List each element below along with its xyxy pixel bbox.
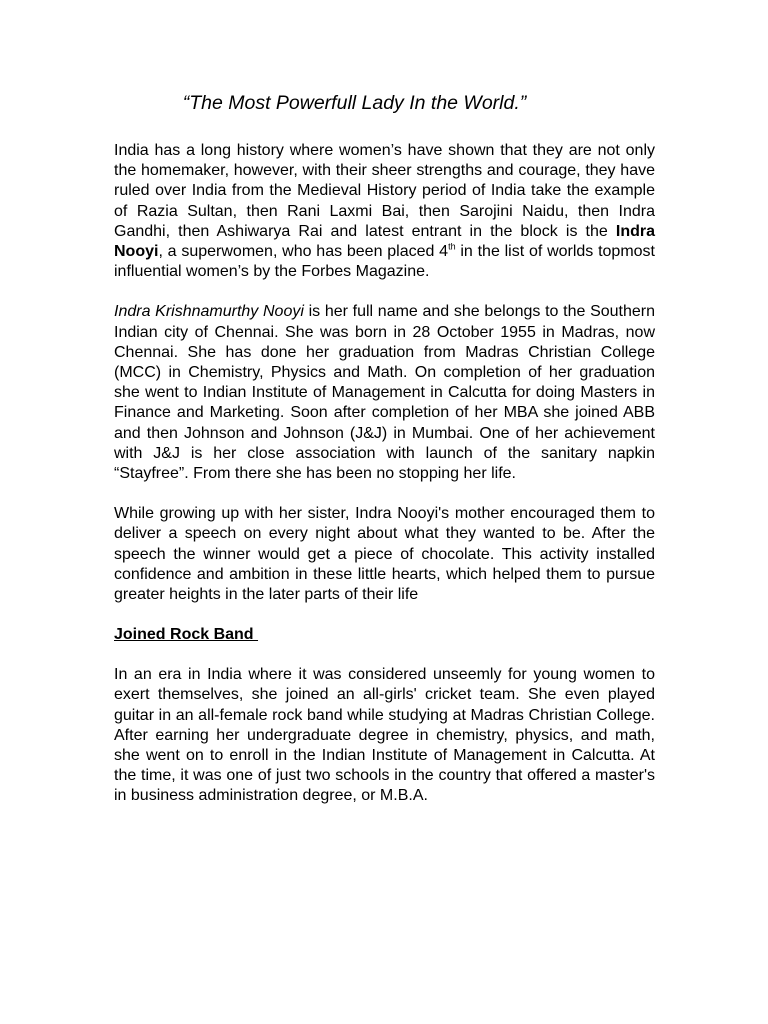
italic-full-name: Indra Krishnamurthy Nooyi xyxy=(114,303,304,321)
ordinal-superscript: th xyxy=(448,241,456,252)
paragraph-biography-text: is her full name and she belongs to the Southern Indian city of Chennai. She was born in 28 October 1955 in Madras, now Chennai. She has done her graduation from Madras Christian College (MCC) in Chemistry, Physics and Math. On completion of her graduation she went to Indian Institute of Management in Calcutta for doing Masters in Finance and Marketing. Soon after completion of her MBA she joined ABB and then Johnson and Johnson (J&J) in Mumbai. One of her achievement with J&J is her close association with launch of the sanitary napkin “Stayfree”. From there she has been no stopping her life. xyxy=(114,303,655,483)
document-title: “The Most Powerfull Lady In the World.” xyxy=(182,92,527,114)
section-heading-rock-band: Joined Rock Band xyxy=(114,626,259,644)
paragraph-intro-text-a: India has a long history where women’s have shown that they are not only the homemaker, however, with their sheer strengths and courage, they have ruled over India from the Medieval History period of India take the example of Razia Sultan, then Rani Laxmi Bai, then Sarojini Naidu, then Indra Gandhi, then Ashiwarya Rai and latest entrant in the block is the xyxy=(114,142,655,240)
document-page xyxy=(114,90,655,827)
paragraph-childhood: While growing up with her sister, Indra Nooyi's mother encouraged them to deliver a speech on every night about what they wanted to be. After the speech the winner would get a piece of chocolate. This activity installed confidence and ambition in these little hearts, which helped them to pursue greater heights in the later parts of their life xyxy=(114,505,655,604)
paragraph-biography xyxy=(114,302,655,484)
bold-name-indra-nooyi: Indra Nooyi xyxy=(114,222,655,261)
paragraph-intro-text-b: , a superwomen, who has been placed 4 xyxy=(158,243,449,261)
paragraph-intro xyxy=(114,141,655,282)
paragraph-intro-text-c: in the list of worlds topmost influential women’s by the Forbes Magazine. xyxy=(114,243,655,281)
paragraph-rock-band: In an era in India where it was considered unseemly for young women to exert themselves, she joined an all-girls' cricket team. She even played guitar in an all-female rock band while studying at Madras Christian College. After earning her undergraduate degree in chemistry, physics, and math, she went on to enroll in the Indian Institute of Management in Calcutta. At the time, it was one of just two schools in the country that offered a master's in business administration degree, or M.B.A. xyxy=(114,666,655,805)
